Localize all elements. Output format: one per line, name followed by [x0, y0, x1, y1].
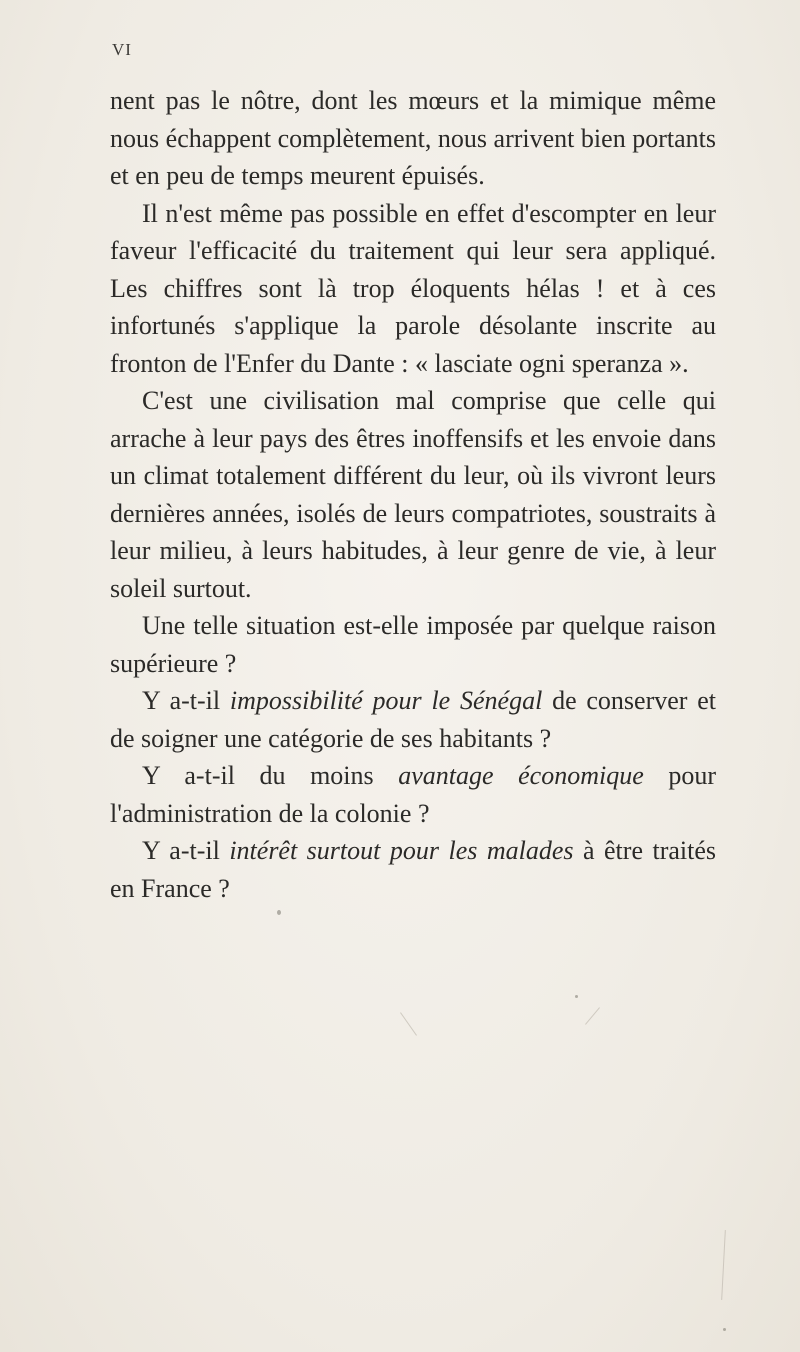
paragraph-6-emphasis: avantage économique [398, 761, 644, 790]
paragraph-5 [110, 682, 716, 757]
paper-speck [277, 910, 281, 915]
paragraph-5-text-a: Y a-t-il [142, 686, 230, 715]
paragraph-7-text-b: à être traités en France ? [110, 836, 716, 903]
paragraph-5-emphasis: impossibilité pour le Sénégal [229, 686, 543, 715]
paragraph-6-text-a: Y a-t-il du moins [142, 761, 399, 790]
paragraph-2-text: Il n'est même pas possible en effet d'escompter en leur faveur l'efficacité du traitement qui leur sera appliqué. Les chiffres sont là trop éloquents hélas ! et à ces infortunés s'applique la parole désolante inscrite au fronton de l'Enfer du Dante : « lasciate ogni speranza ». [110, 198, 716, 378]
paper-speck [575, 995, 578, 998]
paragraph-7 [110, 832, 716, 907]
paper-scratch [585, 1007, 600, 1024]
paper-scratch [721, 1230, 726, 1300]
paper-scratch [400, 1012, 417, 1036]
paragraph-3-text: C'est une civilisation mal comprise que celle qui arrache à leur pays des êtres inoffensifs et les envoie dans un climat totalement différent du leur, où ils vivront leurs dernières années, isolés de leurs compatriotes, soustraits à leur milieu, à leurs habitudes, à leur genre de vie, à leur soleil surtout. [110, 386, 716, 603]
paragraph-2 [110, 195, 716, 383]
paragraph-5-text-b: de conserver et de soigner une catégorie de ses habitants ? [110, 686, 716, 753]
paragraph-7-text-a: Y a-t-il [142, 836, 230, 865]
page-number: VI [112, 40, 132, 59]
paragraph-1-text: nent pas le nôtre, dont les mœurs et la mimique même nous échappent complètement, nous arrivent bien portants et en peu de temps meurent épuisés. [110, 86, 716, 190]
paragraph-3 [110, 382, 716, 607]
paragraph-4 [110, 607, 716, 682]
body-text [110, 82, 716, 907]
paragraph-4-text: Une telle situation est-elle imposée par quelque raison supérieure ? [110, 611, 716, 678]
paper-speck [723, 1328, 726, 1331]
paragraph-1 [110, 82, 716, 195]
paragraph-6-text-b: pour l'administration de la colonie ? [110, 761, 716, 828]
paragraph-6 [110, 757, 716, 832]
paragraph-7-emphasis: intérêt surtout pour les malades [229, 836, 574, 865]
